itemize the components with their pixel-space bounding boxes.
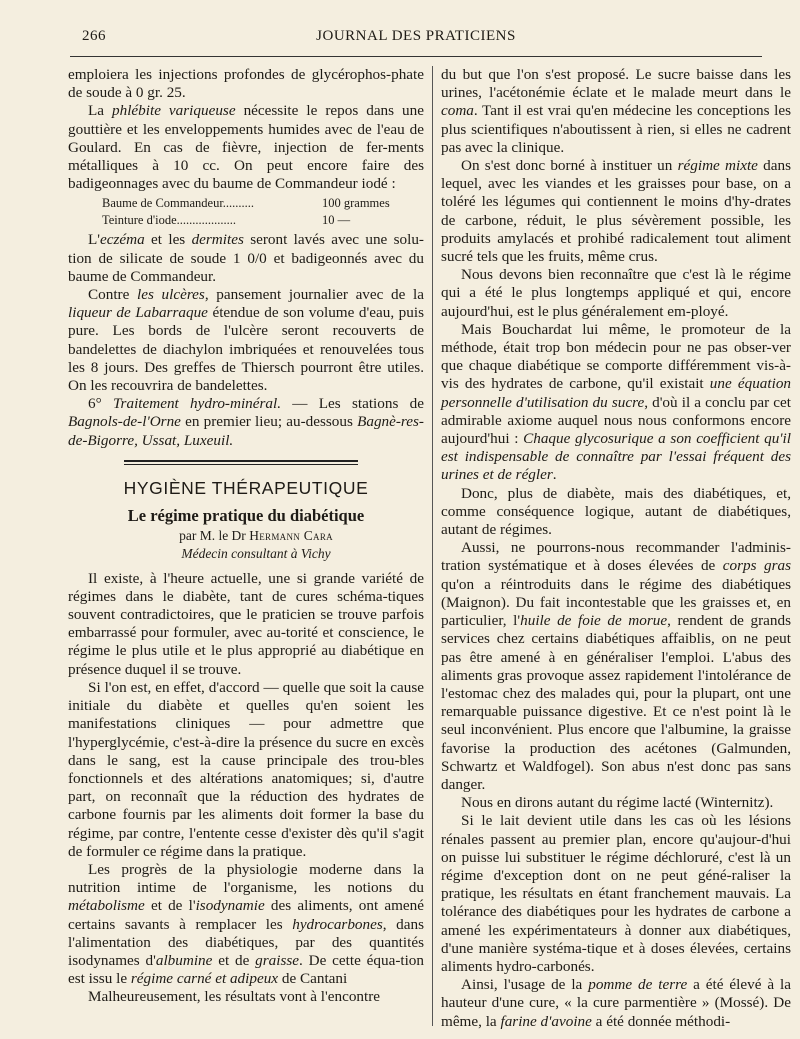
article-title: Le régime pratique du diabétique	[127, 506, 365, 526]
paragraph: Il existe, à l'heure actuelle, une si grande variété de régimes dans le diabète, tant de cures schéma-tiques souvent contradictoires, que le praticien se trouve parfois embarrassé pour formuler, avec au-torité et conscience, le régime le plus utile et le plus approprié au diabétique en présence duquel il se trouve.	[68, 569, 424, 678]
header-rule	[70, 56, 762, 57]
byline: par M. le Dr Hermann Cara	[179, 528, 333, 544]
paragraph: Si le lait devient utile dans les cas où les lésions rénales passent au premier plan, encore qu'aujour-d'hui on puisse lui substituer le régime déchloruré, c'est là un régime d'exception dont on ne peut géné-raliser la pratique, les résultats en étant franchement mauvais. La tolérance des diabétiques pour les hydrates de carbone a amené les expérimentateurs à donner aux diabétiques, d'une manière systéma-tique et à doses élevées, certains aliments hydro-carbonés.	[441, 812, 791, 975]
left-column	[68, 66, 424, 1007]
running-head	[70, 28, 762, 50]
paragraph: du but que l'on s'est proposé. Le sucre baisse dans les urines, l'acétonémie éclate et le malade meurt dans le coma. Tant il est vrai qu'en médecine les conceptions les plus scientifiques n'aboutissent à rien, si elles ne cadrent pas avec la clinique.	[441, 66, 791, 156]
author-affiliation: Médecin consultant à Vichy	[181, 546, 331, 562]
author-name: Hermann Cara	[249, 528, 333, 544]
ingredient-name: Baume de Commandeur..........	[102, 196, 255, 211]
section-title: HYGIÈNE THÉRAPEUTIQUE	[123, 477, 369, 498]
formula-row	[102, 195, 424, 212]
formula-row	[102, 212, 424, 229]
paragraph: 6° Traitement hydro-minéral. — Les stations de Bagnols-de-l'Orne en premier lieu; au-dessous Bagnè-res-de-Bigorre, Ussat, Luxeuil.	[68, 395, 424, 449]
ingredient-quantity: 10 —	[322, 213, 351, 228]
paragraph: Les progrès de la physiologie moderne dans la nutrition intime de l'organisme, les notions du métabolisme et de l'isodynamie des aliments, ont amené certains savants à remplacer les hydrocarbones, dans l'alimentation des diabétiques, par des quantités isodynames d'albumine et de graisse. De cette équa-tion est issu le régime carné et adipeux de Cantani	[68, 860, 424, 988]
column-divider	[432, 66, 433, 1026]
prescription-formula	[102, 195, 424, 229]
paragraph: La phlébite variqueuse nécessite le repos dans une gouttière et les enveloppements humides avec de l'eau de Goulard. En cas de fièvre, injection de fer-ments métalliques à 10 cc. On peut encore faire des badigeonnages avec du baume de Commandeur iodé :	[68, 102, 424, 193]
ingredient-quantity: 100 grammes	[322, 196, 390, 211]
journal-title: JOURNAL DES PRATICIENS	[316, 28, 516, 44]
right-column	[441, 66, 791, 1031]
paragraph: Si l'on est, en effet, d'accord — quelle que soit la cause initiale du diabète et quelles qu'en soient les manifestations cliniques — pour admettre que l'hyperglycémie, c'est-à-dire la présence du sucre en excès dans le sang, est la cause principale des trou-bles fonctionnels et des altérations anatomiques; si, d'autre part, on reconnaît que la réduction des hydrates de carbone fournis par les aliments doit former la base du régime, par contre, l'entente cesse d'exister dès qu'il s'agit de formuler ce régime dans la pratique.	[68, 678, 424, 860]
paragraph: Ainsi, l'usage de la pomme de terre a été élevé à la hauteur d'une cure, « la cure parmentière » (Mossé). De même, la farine d'avoine a été donnée méthodi-	[441, 976, 791, 1030]
paragraph: Malheureusement, les résultats vont à l'encontre	[88, 988, 381, 1006]
paragraph: On s'est donc borné à instituer un régime mixte dans lequel, avec les viandes et les graisses pour base, on a toléré les légumes qui contiennent le moins d'hy-drates de carbone, réduit, le plus sévèrement possible, les produits amylacés et prohibé radicalement tout aliment sucré tels que les fruits, même crus.	[441, 157, 792, 266]
paragraph: Nous devons bien reconnaître que c'est là le régime qui a été le plus longtemps appliqué et qui, encore aujourd'hui, est le plus généralement em-ployé.	[441, 266, 791, 320]
paragraph: Mais Bouchardat lui même, le promoteur de la méthode, était trop bon médecin pour ne pas obser-ver que chaque diabétique se comporte différemment vis-à-vis des hydrates de carbone, qu'il existait une équation personnelle d'utilisation du sucre, d'où il a conclu par cet admirable axiome auquel nous nous conformons encore aujourd'hui : Chaque glycosurique a son coefficient qu'il est indispensable de connaître par l'essai fréquent des urines et de régler.	[441, 320, 792, 484]
ingredient-name: Teinture d'iode...................	[102, 213, 236, 228]
section-separator	[124, 460, 358, 465]
paragraph: emploiera les injections profondes de glycérophos-phate de soude à 0 gr. 25.	[68, 66, 424, 102]
paragraph: L'eczéma et les dermites seront lavés avec une solu-tion de silicate de soude 1 0/0 et badigeonnés avec du baume de Commandeur.	[68, 231, 424, 285]
paragraph: Contre les ulcères, pansement journalier avec de la liqueur de Labarraque étendue de son volume d'eau, puis pure. Les bords de l'ulcère seront recouverts de bandelettes de diachylon imbriquées et renouvelées tous les 8 jours. Des greffes de Thiersch pourront être utiles. On les recouvrira de bandelettes.	[68, 286, 425, 395]
page-number: 266	[82, 28, 106, 44]
paragraph: Aussi, ne pourrons-nous recommander l'adminis-tration systématique et à doses élevées de corps gras qu'on a réintroduits dans le régime des diabétiques (Maignon). Du fait incontestable que les graisses et, en particulier, l'huile de foie de morue, rendent de grands services chez certains diabétiques affaiblis, on ne peut pas être amené à en généraliser l'emploi. L'abus des aliments gras provoque assez rapidement l'intolérance de l'estomac chez des malades qui, pour la plupart, ont une remarquable puissance digestive. Et ce n'est point là le seul inconvénient. Plus encore que l'albumine, la graisse favorise la production des acétones (Galmunden, Schwartz et Waldfogel). Son abus n'est donc pas sans danger.	[441, 539, 791, 793]
paragraph: Nous en dirons autant du régime lacté (Winternitz).	[461, 794, 774, 812]
paragraph: Donc, plus de diabète, mais des diabétiques, et, comme conséquence logique, autant de diabétiques, autant de régimes.	[441, 484, 791, 539]
